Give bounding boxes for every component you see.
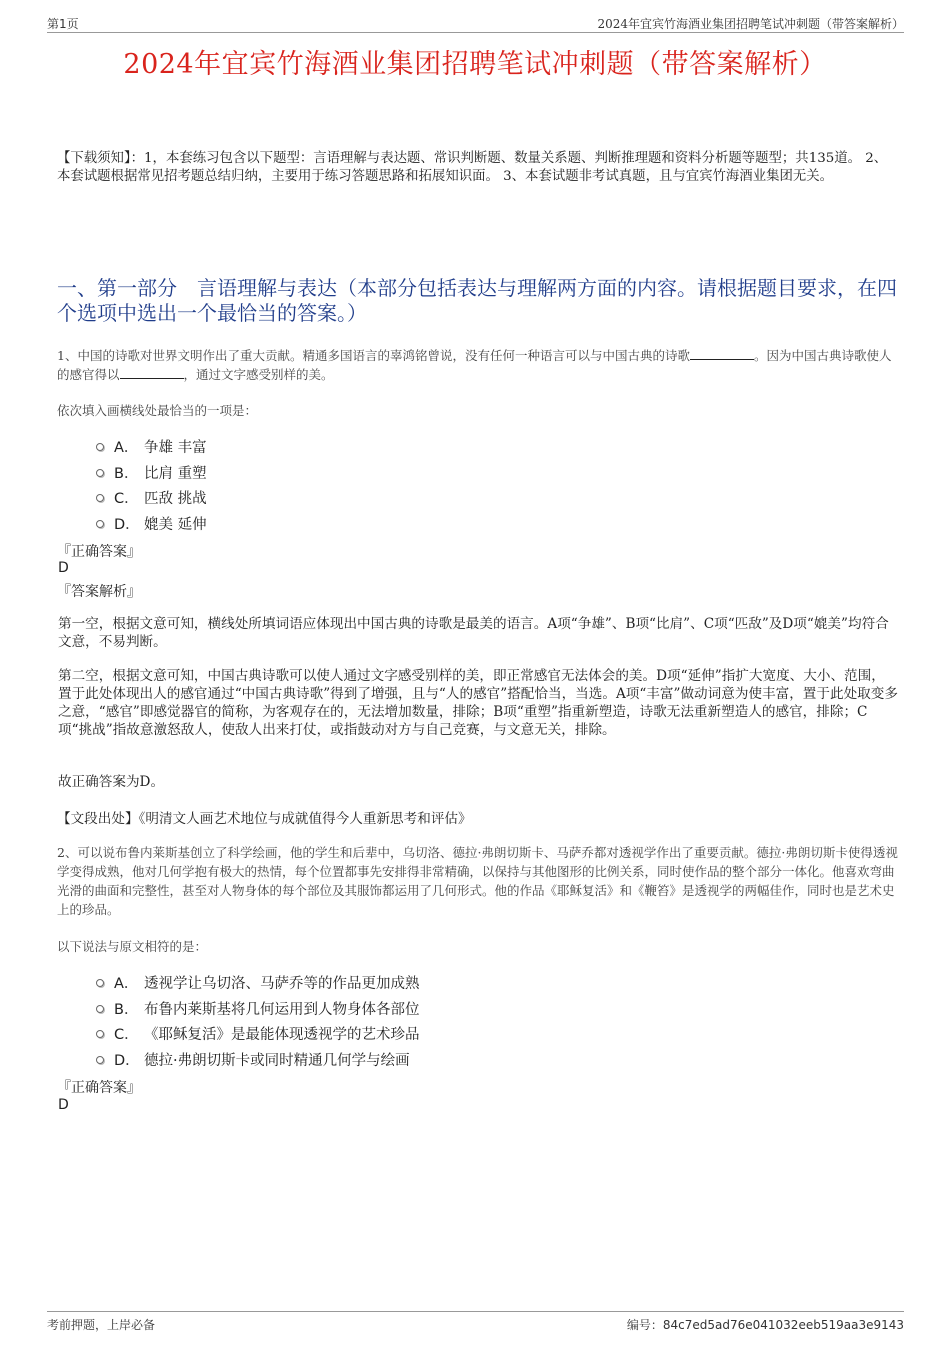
analysis-paragraph-1: 第一空，根据文意可知，横线处所填词语应体现出中国古典的诗歌是最美的语言。A项“争雄”、B项“比肩”、C项“匹敌”及D项“媲美”均符合文意，不易判断。 — [58, 616, 889, 650]
radio-circle-icon[interactable] — [96, 443, 104, 451]
page-footer — [47, 1311, 904, 1330]
radio-circle-icon[interactable] — [96, 1030, 104, 1038]
blank-line-2 — [120, 366, 184, 379]
radio-circle-icon[interactable] — [96, 979, 104, 987]
document-code: 编号：84c7ed5ad76e041032eeb519aa3e9143 — [626, 1318, 904, 1332]
radio-circle-icon[interactable] — [96, 469, 104, 477]
footer-slogan: 考前押题，上岸必备 — [47, 1318, 156, 1332]
question-2-stem: 2、可以说布鲁内莱斯基创立了科学绘画，他的学生和后辈中，乌切洛、德拉·弗朗切斯卡、马萨乔都对透视学作出了重要贡献。德拉·弗朗切斯卡使得透视学变得成熟，他对几何学抱有极大的热情，每个位置都事先安排得非常精确，以保持与其他图形的比例关系，同时使作品的整个部分一体化。他喜欢弯曲光滑的曲面和完整性，甚至对人物身体的每个部位及其服饰都运用了几何形式。他的作品《耶稣复活》和《鞭笞》是透视学的两幅佳作，同时也是艺术史上的珍品。 — [57, 845, 898, 917]
radio-circle-icon[interactable] — [96, 520, 104, 528]
page-header — [47, 14, 904, 33]
answer-label: 『正确答案』 — [57, 1080, 141, 1096]
section-title: 一、第一部分 言语理解与表达（本部分包括表达与理解两方面的内容。请根据题目要求，在四个选项中选出一个最恰当的答案。） — [57, 276, 897, 325]
question-1-stem: 1、中国的诗歌对世界文明作出了重大贡献。精通多国语言的辜鸿铭曾说，没有任何一种语言可以与中国古典的诗歌 。因为中国古典诗歌使人的感官得以 ，通过文字感受别样的美。 — [57, 348, 892, 382]
radio-circle-icon[interactable] — [96, 1056, 104, 1064]
passage-source: 【文段出处】《明清文人画艺术地位与成就值得今人重新思考和评估》 — [57, 811, 472, 827]
header-doc-title: 2024年宜宾竹海酒业集团招聘笔试冲刺题（带答案解析） — [597, 17, 904, 31]
analysis-label: 『答案解析』 — [57, 584, 141, 600]
download-notice: 【下载须知】：1，本套练习包含以下题型：言语理解与表达题、常识判断题、数量关系题、判断推理题和资料分析题等题型；共135道。 2、本套试题根据常见招考题总结归纳，主要用于练习答题思路和拓展知识面。 3、本套试题非考试真题，且与宜宾竹海酒业集团无关。 — [57, 151, 888, 184]
radio-circle-icon[interactable] — [96, 494, 104, 502]
question-1-prompt: 依次填入画横线处最恰当的一项是： — [57, 403, 258, 418]
answer-value: D — [58, 560, 69, 576]
answer-label: 『正确答案』 — [57, 544, 141, 560]
document-title: 2024年宜宾竹海酒业集团招聘笔试冲刺题（带答案解析） — [123, 49, 827, 80]
question-2-prompt: 以下说法与原文相符的是： — [57, 939, 208, 954]
radio-circle-icon[interactable] — [96, 1005, 104, 1013]
page-number: 第1页 — [47, 17, 79, 31]
analysis-paragraph-2: 第二空，根据文意可知，中国古典诗歌可以使人通过文字感受别样的美，即正常感官无法体会的美。D项“延伸”指扩大宽度、大小、范围，置于此处体现出人的感官通过“中国古典诗歌”得到了增强，且与“人的感官”搭配恰当，当选。A项“丰富”做动词意为使丰富，置于此处取变多之意，“感官”即感觉器官的简称，为客观存在的，无法增加数量，排除；B项“重塑”指重新塑造，诗歌无法重新塑造人的感官，排除；C项“挑战”指故意激怒敌人，使敌人出来打仗，或指鼓动对方与自己竞赛，与文意无关，排除。 — [58, 668, 898, 738]
analysis-conclusion: 故正确答案为D。 — [58, 774, 165, 790]
blank-line-1 — [690, 347, 754, 360]
answer-value: D — [58, 1097, 69, 1113]
